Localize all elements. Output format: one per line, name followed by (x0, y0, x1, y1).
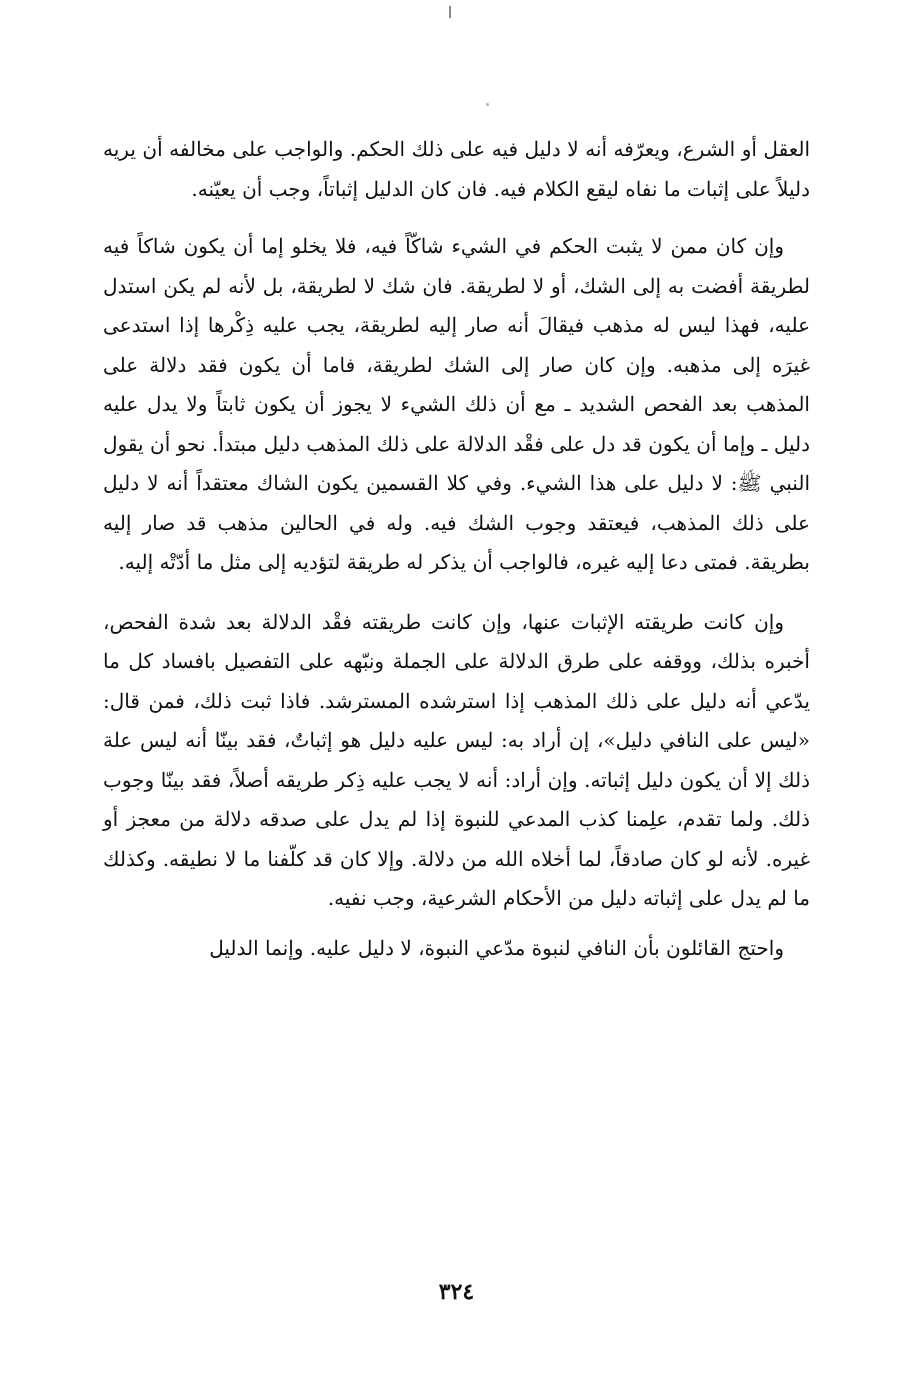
paragraph-1: العقل أو الشرع، ويعرّفه أنه لا دليل فيه على ذلك الحكم. والواجب على مخالفه أن يريه دليلاً على إثبات ما نفاه ليقع الكلام فيه. فان كان الدليل إثباتاً، وجب أن يعيّنه. (103, 137, 810, 201)
body-text (103, 130, 810, 968)
paragraph-4: واحتج القائلون بأن النافي لنبوة مدّعي النبوة، لا دليل عليه. وإنما الدليل (209, 935, 784, 960)
paragraph-2: وإن كان ممن لا يثبت الحكم في الشيء شاكّاً فيه، فلا يخلو إما أن يكون شاكاً فيه لطريقة أفضت به إلى الشك، أو لا لطريقة. فان شك لا لطريقة، بل لأنه لم يكن استدل عليه، فهذا ليس له مذهب فيقالَ أنه صار إليه لطريقة، يجب عليه ذِكْرها إذا استدعى غيرَه إلى مذهبه. وإن كان صار إلى الشك لطريقة، فاما أن يكون فقد دلالة على المذهب بعد الفحص الشديد ـ مع أن ذلك الشيء لا يجوز أن يكون ثابتاً ولا يدل عليه دليل ـ وإما أن يكون قد دل على فقْد الدلالة على ذلك المذهب دليل مبتدأ. نحو أن يقول النبي ﷺ: لا دليل على هذا الشيء. وفي كلا القسمين يكون الشاك معتقداً أنه لا دليل على ذلك المذهب، فيعتقد وجوب الشك فيه. وله في الحالين مذهب قد صار إليه بطريقة. فمتى دعا إليه غيره، فالواجب أن يذكر له طريقة لتؤديه إلى مثل ما أدّتْه إليه. (103, 234, 811, 574)
page-number: ٣٢٤ (438, 1279, 475, 1305)
scan-speck (486, 103, 489, 106)
paragraph-3: وإن كانت طريقته الإثبات عنها، وإن كانت طريقته فقْد الدلالة بعد شدة الفحص، أخبره بذلك، ووقفه على طرق الدلالة على الجملة ونبّهه على التفصيل بافساد كل ما يدّعي أنه دليل على ذلك المذهب إذا استرشده المسترشد. فاذا ثبت ذلك، فمن قال: «ليس على النافي دليل»، إن أراد به: ليس عليه دليل هو إثباتٌ، فقد بينّا أنه ليس علة ذلك إلا أن يكون دليل إثباته. وإن أراد: أنه لا يجب عليه ذِكر طريقه أصلاً، فقد بينّا وجوب ذلك. ولما تقدم، علِمنا كذب المدعي للنبوة إذا لم يدل على صدقه دلالة من معجز أو غيره. لأنه لو كان صادقاً، لما أخلاه الله من دلالة. وإلا كان قد كلّفنا ما لا نطيقه. وكذلك ما لم يدل على إثباته دليل من الأحكام الشرعية، وجب نفيه. (103, 609, 810, 910)
top-edge-mark (449, 6, 451, 18)
